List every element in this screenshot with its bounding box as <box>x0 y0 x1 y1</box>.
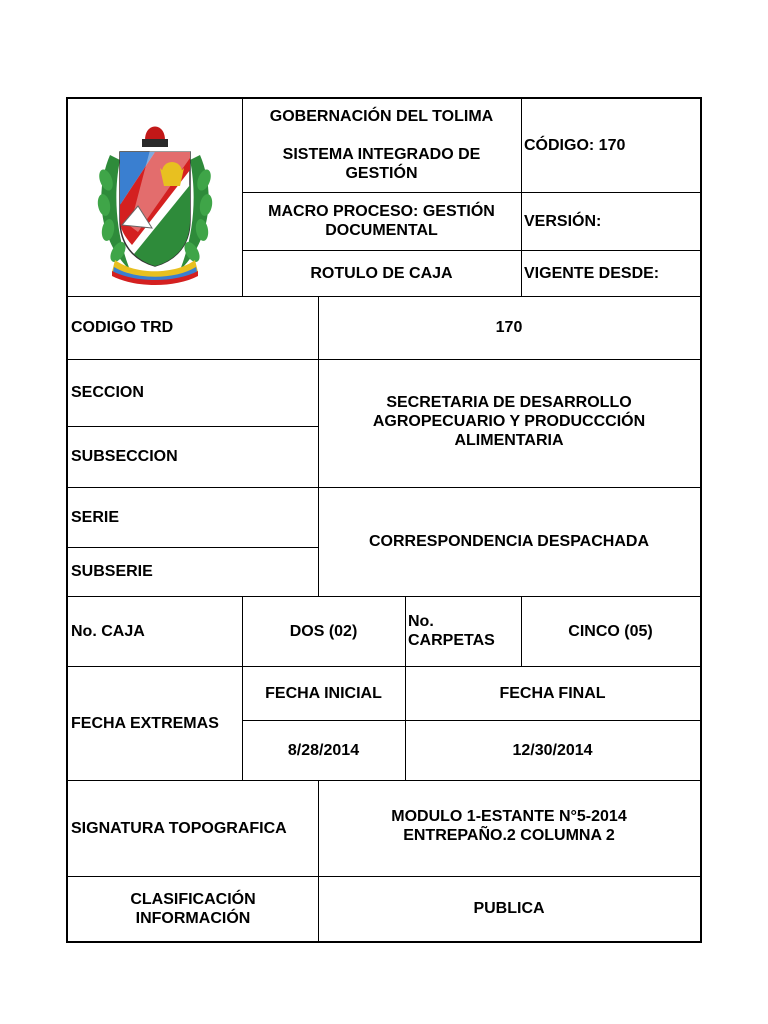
fecha-inicial-label: FECHA INICIAL <box>265 684 382 702</box>
signatura-value-line2: ENTREPAÑO.2 COLUMNA 2 <box>403 827 615 844</box>
system-name-line2: GESTIÓN <box>345 165 418 182</box>
clasificacion-label-line1: CLASIFICACIÓN <box>130 890 256 908</box>
box-label-form <box>66 97 702 943</box>
subseccion-label: SUBSECCION <box>71 448 178 465</box>
doc-title: ROTULO DE CAJA <box>310 264 453 282</box>
signatura-value-cell <box>318 780 700 876</box>
serie-value: CORRESPONDENCIA DESPACHADA <box>368 533 650 550</box>
valid-from-cell <box>521 250 700 296</box>
codigo-trd-value: 170 <box>495 319 523 336</box>
fechas-label: FECHA EXTREMAS <box>71 714 219 732</box>
seccion-label: SECCION <box>71 384 144 401</box>
caja-value: DOS (02) <box>289 622 358 640</box>
header-title-cell <box>242 99 521 192</box>
fecha-final-label: FECHA FINAL <box>499 684 606 702</box>
code-label: CÓDIGO: 170 <box>524 137 626 154</box>
caja-value-cell <box>242 596 405 666</box>
fechas-label-cell <box>68 666 242 780</box>
serie-value-cell <box>318 487 700 596</box>
seccion-value-cell <box>318 359 700 487</box>
version-label: VERSIÓN: <box>524 212 602 230</box>
institution-name: GOBERNACIÓN DEL TOLIMA <box>269 108 494 125</box>
seccion-label-cell <box>68 359 318 426</box>
macro-process-line2: DOCUMENTAL <box>325 222 438 239</box>
logo-cell <box>68 99 242 296</box>
seccion-value-line2: AGROPECUARIO Y PRODUCCCIÓN <box>372 412 646 430</box>
carpetas-label-line1: No. <box>408 613 434 630</box>
system-name-line1: SISTEMA INTEGRADO DE <box>282 146 481 163</box>
codigo-trd-value-cell <box>318 296 700 359</box>
serie-label-cell <box>68 487 318 547</box>
subserie-label-cell <box>68 547 318 596</box>
tolima-coat-of-arms-icon <box>90 110 220 285</box>
fecha-inicial-label-cell <box>242 666 405 720</box>
fecha-final-label-cell <box>405 666 700 720</box>
clasificacion-value: PUBLICA <box>473 900 545 917</box>
carpetas-label-cell <box>405 596 521 666</box>
macro-process-line1: MACRO PROCESO: GESTIÓN <box>268 203 495 220</box>
caja-label: No. CAJA <box>71 622 145 640</box>
version-cell <box>521 192 700 250</box>
subseccion-label-cell <box>68 426 318 487</box>
signatura-label: SIGNATURA TOPOGRAFICA <box>71 819 287 837</box>
carpetas-label-line2: CARPETAS <box>408 632 495 649</box>
caja-label-cell <box>68 596 242 666</box>
codigo-trd-label-cell <box>68 296 318 359</box>
subserie-label: SUBSERIE <box>71 563 153 580</box>
clasificacion-label-cell <box>68 876 318 941</box>
signatura-label-cell <box>68 780 318 876</box>
valid-from-label: VIGENTE DESDE: <box>524 264 660 282</box>
carpetas-value: CINCO (05) <box>568 622 653 640</box>
codigo-trd-label: CODIGO TRD <box>71 319 174 336</box>
fecha-final-value-cell <box>405 720 700 780</box>
seccion-value-line1: SECRETARIA DE DESARROLLO <box>386 393 632 411</box>
seccion-value-line3: ALIMENTARIA <box>454 431 564 449</box>
clasificacion-label-line2: INFORMACIÓN <box>135 909 251 927</box>
doc-title-cell <box>242 250 521 296</box>
carpetas-value-cell <box>521 596 700 666</box>
serie-label: SERIE <box>71 508 120 526</box>
signatura-value-line1: MODULO 1-ESTANTE N°5-2014 <box>391 808 627 825</box>
macro-process-cell <box>242 192 521 250</box>
code-cell <box>521 99 700 192</box>
fecha-inicial-value-cell <box>242 720 405 780</box>
clasificacion-value-cell <box>318 876 700 941</box>
fecha-final-value: 12/30/2014 <box>512 741 593 759</box>
fecha-inicial-value: 8/28/2014 <box>287 741 360 759</box>
